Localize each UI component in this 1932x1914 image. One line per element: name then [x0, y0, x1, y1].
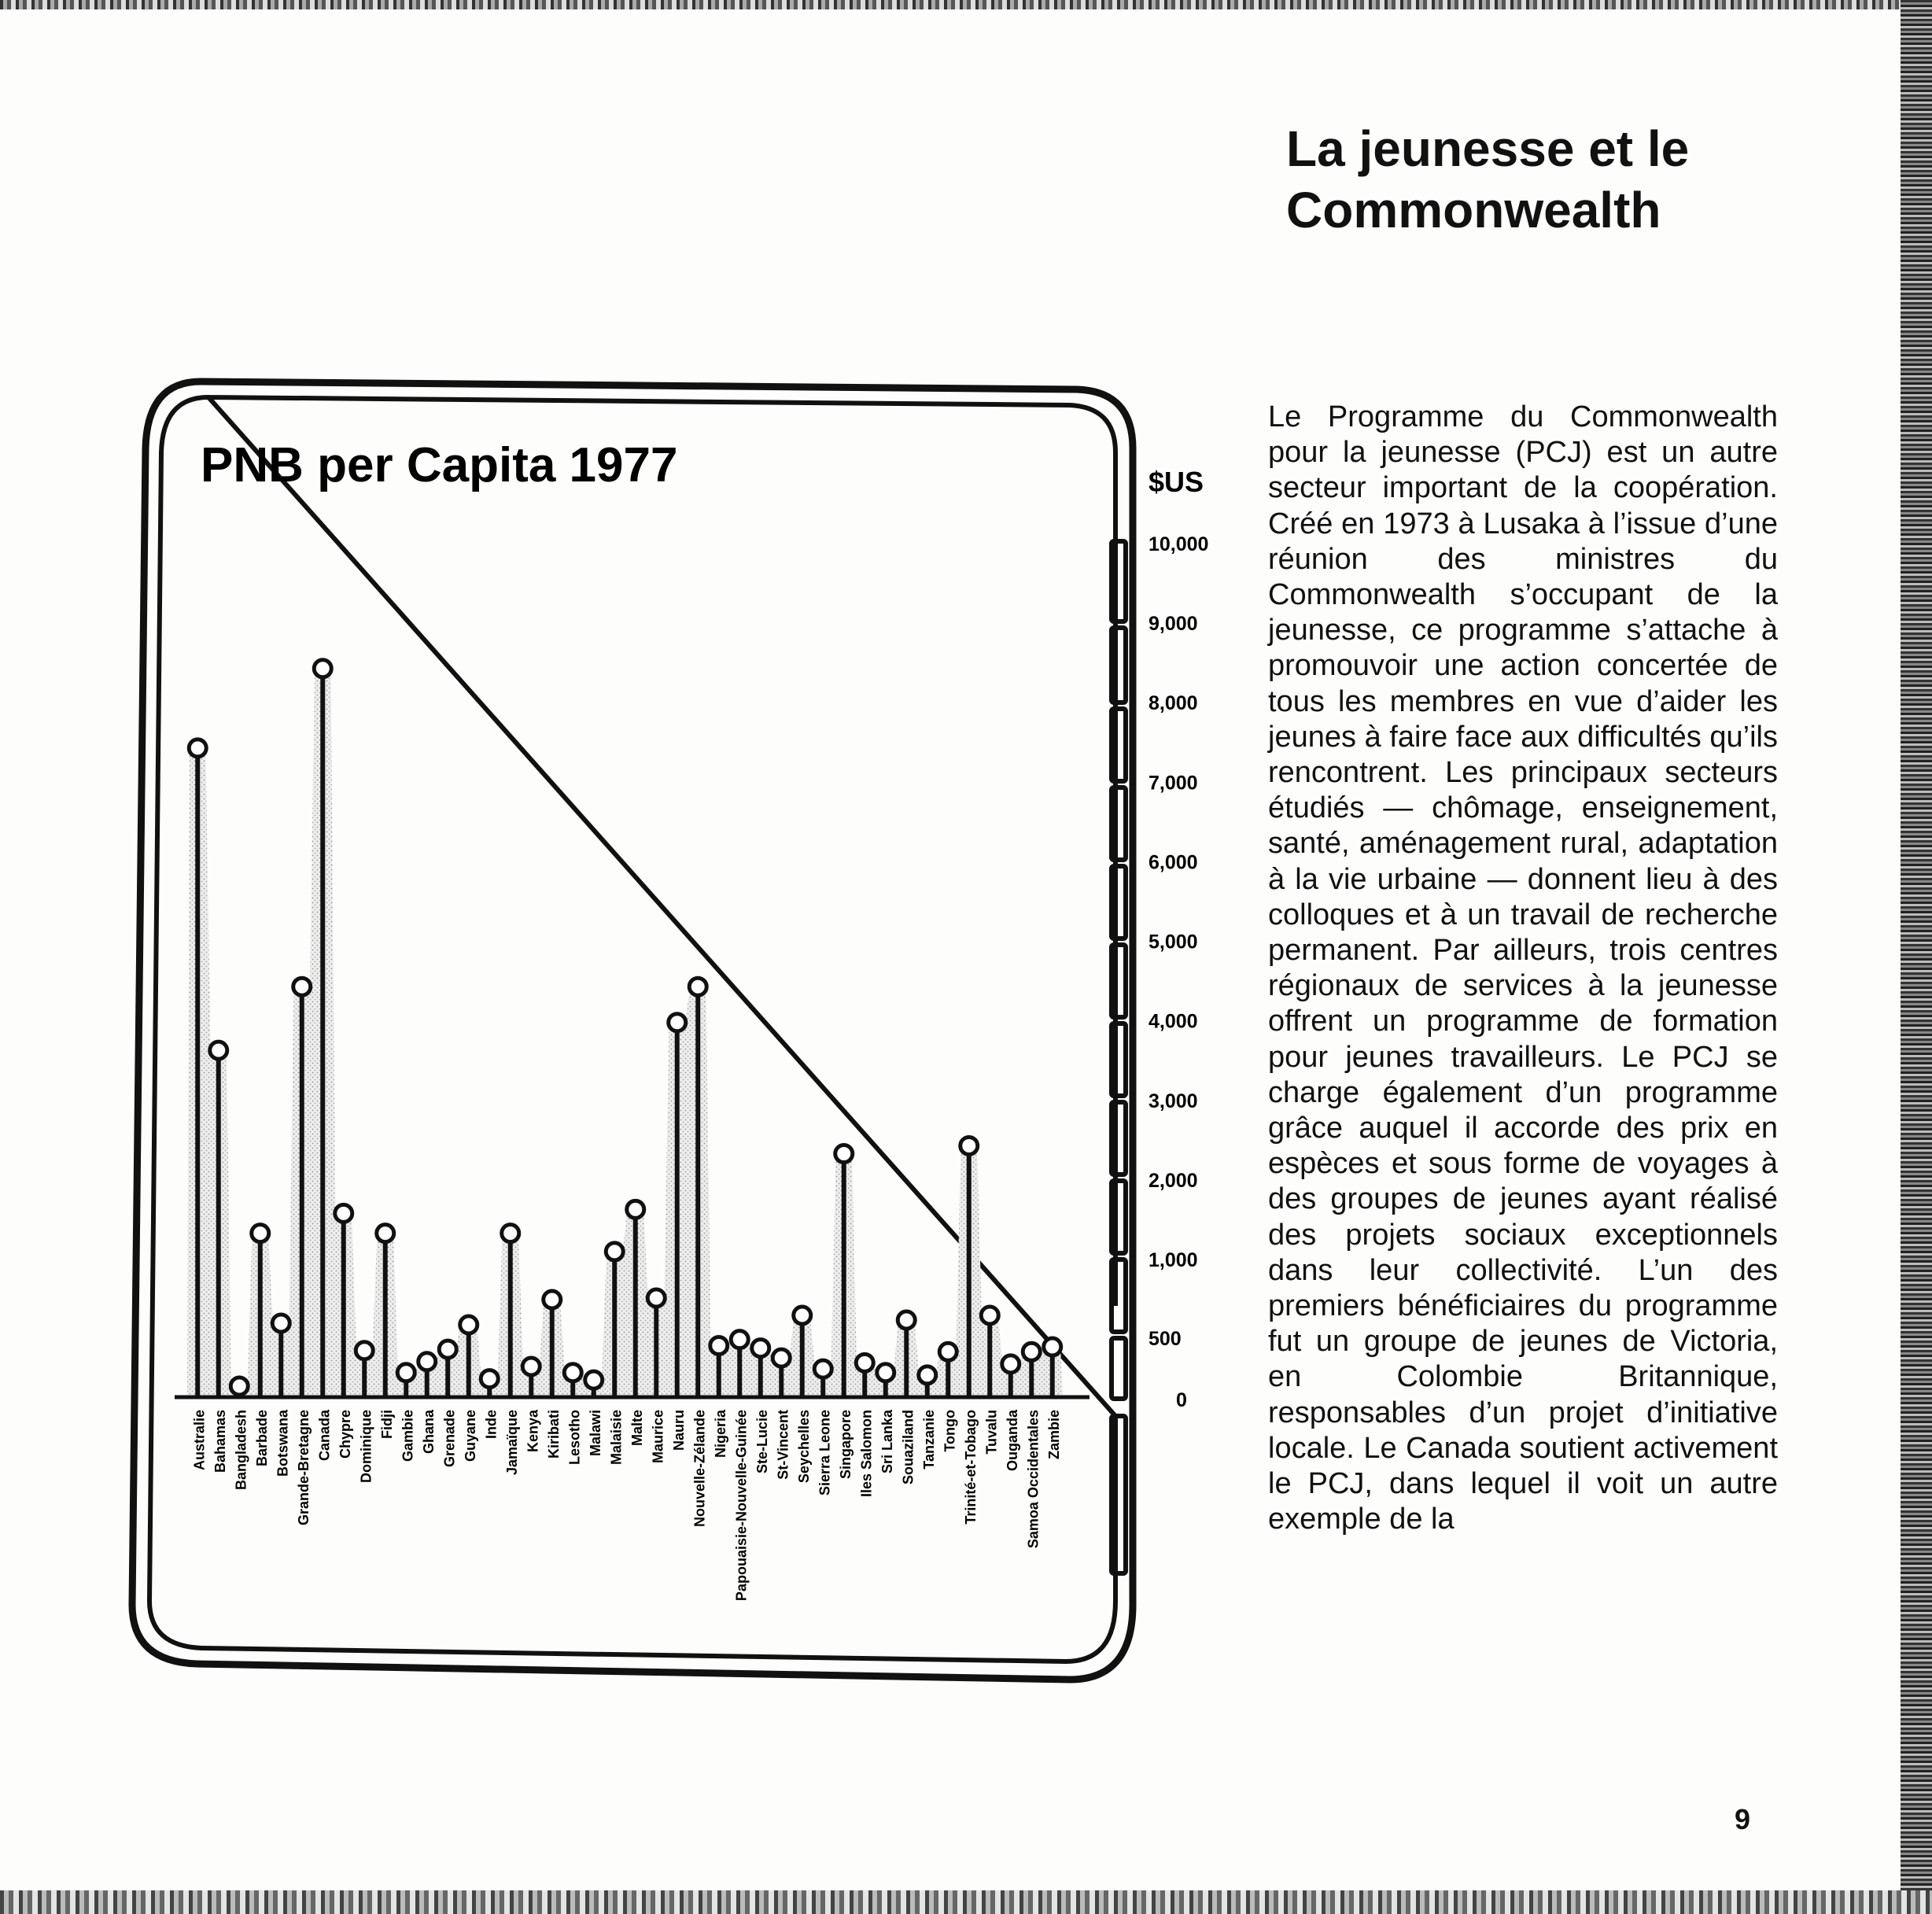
bar-marker: [210, 1042, 227, 1059]
x-tick-label: Ouganda: [1004, 1410, 1020, 1472]
bar-marker: [377, 1225, 394, 1242]
y-tick-label: 2,000: [1149, 1169, 1198, 1192]
heading-line-1: La jeunesse et le: [1286, 120, 1690, 177]
x-tick-label: Grenade: [441, 1410, 458, 1468]
x-tick-label: St-Vincent: [775, 1410, 791, 1480]
bar-marker: [981, 1307, 998, 1324]
x-tick-label: Seychelles: [795, 1410, 812, 1484]
scale-box: [1112, 1259, 1126, 1332]
y-tick-labels: [1149, 533, 1208, 1411]
x-tick-label: Guyane: [462, 1410, 478, 1462]
bar-marker: [272, 1315, 289, 1332]
article-heading: [1286, 118, 1790, 241]
bar-marker: [564, 1364, 581, 1381]
bar-marker: [335, 1204, 352, 1222]
bar-marker: [544, 1291, 561, 1308]
chart-bars: [187, 660, 1063, 1397]
bar-marker: [606, 1243, 623, 1260]
bar-marker: [522, 1358, 540, 1375]
x-tick-label: Tanzanie: [920, 1410, 937, 1470]
x-tick-label: Chypre: [337, 1410, 353, 1459]
bar-marker: [835, 1145, 853, 1163]
x-tick-label: Gambie: [400, 1410, 416, 1462]
x-tick-label: Sri Lanka: [879, 1410, 895, 1474]
article-body: Le Programme du Commonwealth pour la jeunesse (PCJ) est un autre secteur important de la coopération. Créé en 1973 à Lusaka à l’issue d’une réunion des ministres du Commonwealth s’occupant de la jeunesse, ce programme s’attache à promouvoir une action concertée de tous les membres en vue d’aider les jeunes à faire face aux difficultés qu’ils rencontrent. Les principaux secteurs étudiés — chômage, enseignement, santé, aménagement rural, adaptation à la vie urbaine — donnent lieu à des colloques et à un travail de recherche permanent. Par ailleurs, trois centres régionaux de services à la jeunesse offrent un programme de formation pour jeunes travailleurs. Le PCJ se charge également d’un programme grâce auquel il accorde des prix en espèces et sous forme de voyages à des groupes de jeunes ayant réalisé des projets sociaux exceptionnels dans leur collectivité. L’un des premiers bénéficiaires du programme fut un groupe de jeunes de Victoria, en Colombie Britannique, responsables d’un projet d’initiative locale. Le Canada soutient activement le PCJ, dans lequel il voit un autre exemple de la: [1268, 400, 1778, 1536]
x-tick-label: Iles Salomon: [858, 1410, 875, 1498]
y-scale-boxes: [1112, 541, 1126, 1573]
bar-marker: [647, 1289, 665, 1307]
x-tick-label: Dominique: [358, 1410, 374, 1483]
y-tick-label: 10,000: [1149, 533, 1209, 555]
bar-marker: [230, 1377, 248, 1395]
bar-marker: [481, 1370, 498, 1388]
bar-marker: [856, 1354, 873, 1371]
x-tick-label: Fidji: [378, 1410, 395, 1439]
x-tick-label: Jamaïque: [503, 1410, 520, 1476]
bar-marker: [689, 978, 706, 995]
chart-frame-outer: [132, 382, 1133, 1680]
bar-marker: [731, 1331, 748, 1348]
bar-marker: [356, 1342, 373, 1359]
x-tick-label: Sierra Leone: [817, 1410, 833, 1496]
x-tick-label: Ste-Lucie: [754, 1410, 770, 1474]
y-tick-label: 5,000: [1149, 931, 1198, 953]
bar-marker: [627, 1200, 644, 1218]
scale-box: [1112, 945, 1126, 1017]
x-tick-label: Nigeria: [712, 1410, 728, 1459]
y-tick-label: 3,000: [1149, 1090, 1198, 1112]
bar-marker: [1002, 1355, 1019, 1373]
scale-box: [1112, 541, 1126, 621]
scale-box: [1112, 1102, 1126, 1175]
bar-marker: [939, 1343, 957, 1360]
x-tick-label: Inde: [483, 1410, 500, 1440]
bar-marker: [898, 1311, 915, 1329]
y-tick-label: 500: [1149, 1328, 1182, 1350]
area-fill: [187, 669, 1063, 1397]
x-tick-label: Papouaisie-Nouvelle-Guinée: [733, 1410, 750, 1602]
x-tick-label: Souaziland: [900, 1410, 916, 1485]
x-tick-label: Australie: [191, 1410, 208, 1471]
x-tick-label: Zambie: [1045, 1410, 1062, 1460]
x-tick-label: Bahamas: [212, 1410, 228, 1473]
y-tick-label: 8,000: [1149, 692, 1198, 715]
x-tick-label: Kiribati: [545, 1410, 562, 1459]
bar-marker: [710, 1337, 728, 1354]
x-tick-label: Nouvelle-Zélande: [691, 1410, 708, 1528]
bar-marker: [772, 1349, 790, 1366]
bar-marker: [397, 1364, 415, 1381]
bar-marker: [314, 660, 331, 677]
bar-marker: [1044, 1338, 1061, 1355]
y-tick-label: 9,000: [1149, 613, 1198, 636]
bar-marker: [919, 1366, 936, 1384]
scale-box: [1112, 709, 1126, 781]
x-tick-label: Tongo: [942, 1410, 958, 1452]
x-tick-label: Malte: [629, 1410, 645, 1447]
x-tick-label: Trinité-et-Tobago: [962, 1410, 979, 1525]
y-tick-label: 4,000: [1149, 1010, 1198, 1033]
scale-box: [1112, 866, 1126, 939]
scale-box: [1112, 1338, 1126, 1399]
y-tick-label: 0: [1176, 1389, 1187, 1411]
x-tick-label: Botswana: [275, 1410, 291, 1477]
y-tick-label: 7,000: [1149, 772, 1198, 795]
bar-marker: [460, 1316, 477, 1333]
bar-marker: [252, 1225, 269, 1242]
x-tick-label: Malaisie: [608, 1410, 625, 1466]
y-tick-label: 6,000: [1149, 851, 1198, 874]
x-tick-label: Lesotho: [566, 1410, 583, 1465]
bar-marker: [293, 978, 311, 995]
bar-marker: [418, 1353, 436, 1370]
scale-box: [1112, 628, 1126, 703]
y-tick-label: 1,000: [1149, 1249, 1198, 1271]
x-tick-labels: [191, 1409, 1062, 1601]
bar-marker: [960, 1137, 978, 1154]
x-tick-label: Canada: [316, 1410, 333, 1462]
chart-title: PNB per Capita 1977: [201, 438, 678, 492]
bar-marker: [439, 1341, 456, 1358]
bar-marker: [814, 1360, 831, 1377]
x-tick-label: Samoa Occidentales: [1025, 1410, 1042, 1549]
y-axis-unit: $US: [1149, 466, 1204, 498]
x-tick-label: Maurice: [650, 1410, 666, 1464]
bar-marker: [752, 1340, 769, 1357]
bar-marker: [585, 1371, 603, 1388]
x-tick-label: Nauru: [670, 1410, 687, 1451]
scale-box: [1112, 1181, 1126, 1253]
x-tick-label: Barbade: [253, 1410, 270, 1467]
scale-box: [1112, 1416, 1126, 1573]
x-tick-label: Bangladesh: [233, 1410, 249, 1491]
bar-marker: [669, 1014, 686, 1031]
x-tick-label: Malawi: [587, 1410, 603, 1457]
bar-marker: [189, 739, 206, 757]
bar-marker: [502, 1225, 519, 1242]
x-tick-label: Tuvalu: [983, 1410, 1000, 1455]
x-tick-label: Singapore: [837, 1410, 854, 1480]
heading-line-2: Commonwealth: [1286, 182, 1661, 238]
x-tick-label: Grande-Bretagne: [295, 1410, 312, 1526]
bar-marker: [794, 1307, 811, 1324]
page-number: 9: [1735, 1803, 1751, 1835]
scale-box: [1112, 1023, 1126, 1096]
bar-marker: [1023, 1343, 1040, 1360]
x-tick-label: Kenya: [525, 1410, 541, 1453]
bar-marker: [877, 1364, 894, 1381]
x-tick-label: Ghana: [420, 1410, 437, 1455]
scale-box: [1112, 787, 1126, 860]
